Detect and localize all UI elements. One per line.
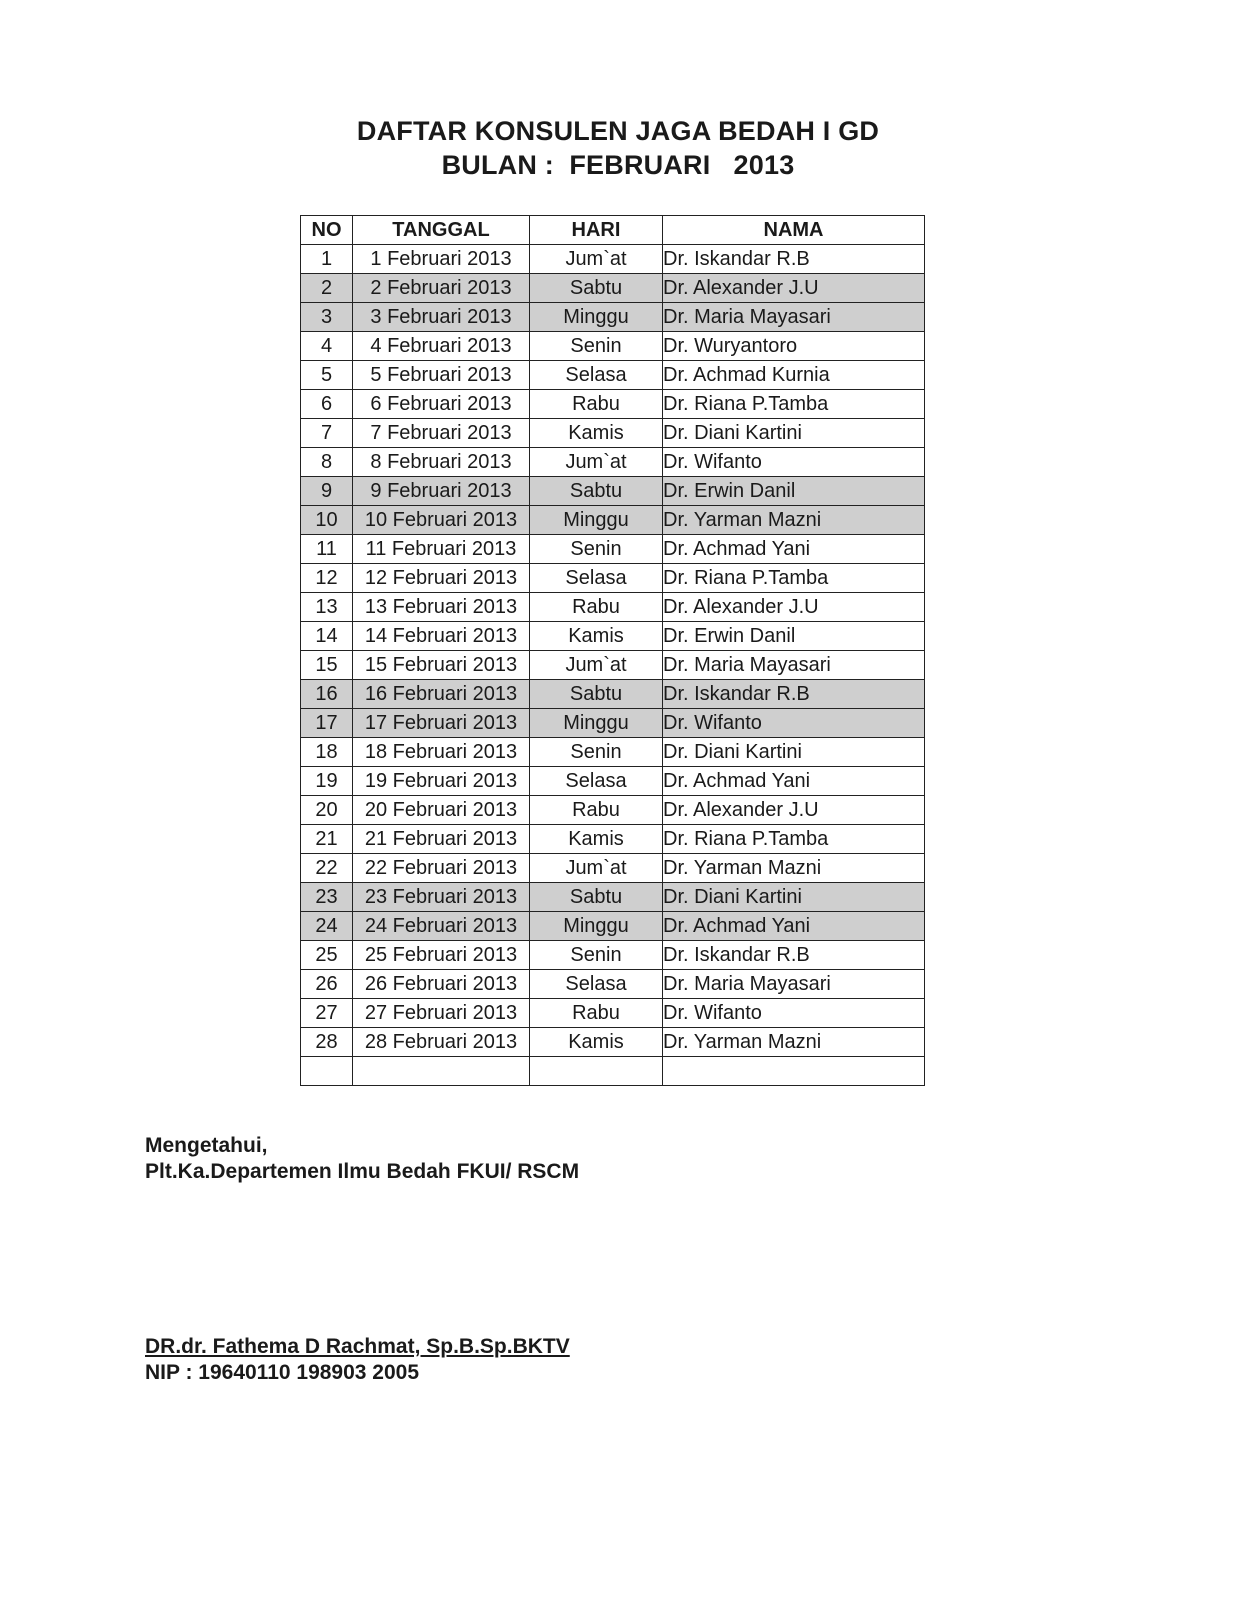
cell-date: 11 Februari 2013 [353,535,530,564]
cell-date: 1 Februari 2013 [353,245,530,274]
cell-no: 17 [301,709,353,738]
cell-date: 22 Februari 2013 [353,854,530,883]
cell-day: Kamis [530,419,663,448]
cell-day: Jum`at [530,651,663,680]
cell-day: Jum`at [530,448,663,477]
table-row [301,738,925,767]
cell-no: 16 [301,680,353,709]
cell-day: Jum`at [530,854,663,883]
cell-no [301,1057,353,1086]
cell-name: Dr. Alexander J.U [663,796,925,825]
acknowledged-label: Mengetahui, [145,1134,268,1157]
cell-no: 15 [301,651,353,680]
cell-name: Dr. Maria Mayasari [663,970,925,999]
header-no: NO [301,216,353,245]
cell-name: Dr. Riana P.Tamba [663,825,925,854]
cell-no: 19 [301,767,353,796]
table-row [301,680,925,709]
cell-date: 15 Februari 2013 [353,651,530,680]
cell-no: 26 [301,970,353,999]
cell-name: Dr. Riana P.Tamba [663,390,925,419]
table-row [301,419,925,448]
header-date: TANGGAL [353,216,530,245]
cell-no: 13 [301,593,353,622]
table-row [301,854,925,883]
cell-date: 23 Februari 2013 [353,883,530,912]
cell-no: 23 [301,883,353,912]
cell-day: Sabtu [530,477,663,506]
cell-day: Minggu [530,709,663,738]
cell-name: Dr. Wuryantoro [663,332,925,361]
cell-date: 7 Februari 2013 [353,419,530,448]
cell-date: 13 Februari 2013 [353,593,530,622]
table-row [301,709,925,738]
table-row [301,1057,925,1086]
table-row [301,593,925,622]
cell-no: 21 [301,825,353,854]
table-row [301,390,925,419]
cell-name: Dr. Achmad Yani [663,767,925,796]
cell-date: 12 Februari 2013 [353,564,530,593]
table-row [301,274,925,303]
table-row [301,883,925,912]
cell-name: Dr. Diani Kartini [663,738,925,767]
header-day: HARI [530,216,663,245]
cell-date: 28 Februari 2013 [353,1028,530,1057]
cell-date: 21 Februari 2013 [353,825,530,854]
cell-no: 25 [301,941,353,970]
cell-name: Dr. Riana P.Tamba [663,564,925,593]
cell-date: 4 Februari 2013 [353,332,530,361]
cell-no: 1 [301,245,353,274]
cell-no: 9 [301,477,353,506]
header-name: NAMA [663,216,925,245]
cell-no: 2 [301,274,353,303]
cell-no: 24 [301,912,353,941]
cell-no: 18 [301,738,353,767]
cell-day: Rabu [530,593,663,622]
cell-date [353,1057,530,1086]
cell-date: 5 Februari 2013 [353,361,530,390]
cell-date: 14 Februari 2013 [353,622,530,651]
cell-no: 6 [301,390,353,419]
cell-date: 24 Februari 2013 [353,912,530,941]
table-row [301,245,925,274]
cell-date: 26 Februari 2013 [353,970,530,999]
cell-date: 8 Februari 2013 [353,448,530,477]
cell-no: 7 [301,419,353,448]
cell-name: Dr. Yarman Mazni [663,1028,925,1057]
cell-no: 8 [301,448,353,477]
cell-day [530,1057,663,1086]
table-row [301,477,925,506]
cell-name: Dr. Erwin Danil [663,622,925,651]
cell-day: Minggu [530,303,663,332]
table-row [301,564,925,593]
cell-name: Dr. Erwin Danil [663,477,925,506]
cell-date: 20 Februari 2013 [353,796,530,825]
cell-no: 28 [301,1028,353,1057]
cell-day: Sabtu [530,274,663,303]
cell-date: 19 Februari 2013 [353,767,530,796]
cell-day: Selasa [530,970,663,999]
cell-day: Minggu [530,506,663,535]
cell-name: Dr. Diani Kartini [663,883,925,912]
cell-date: 17 Februari 2013 [353,709,530,738]
cell-day: Selasa [530,767,663,796]
cell-day: Kamis [530,622,663,651]
cell-date: 6 Februari 2013 [353,390,530,419]
cell-name [663,1057,925,1086]
table-row [301,303,925,332]
cell-name: Dr. Alexander J.U [663,593,925,622]
cell-date: 9 Februari 2013 [353,477,530,506]
signatory-nip: NIP : 19640110 198903 2005 [145,1361,420,1384]
cell-no: 22 [301,854,353,883]
cell-name: Dr. Maria Mayasari [663,303,925,332]
cell-no: 14 [301,622,353,651]
table-row [301,825,925,854]
cell-no: 11 [301,535,353,564]
table-row [301,361,925,390]
cell-no: 5 [301,361,353,390]
cell-date: 2 Februari 2013 [353,274,530,303]
table-row [301,767,925,796]
table-row [301,332,925,361]
cell-date: 27 Februari 2013 [353,999,530,1028]
table-row [301,622,925,651]
document-title: DAFTAR KONSULEN JAGA BEDAH I GD [356,116,880,146]
cell-no: 10 [301,506,353,535]
cell-name: Dr. Yarman Mazni [663,854,925,883]
table-row [301,535,925,564]
cell-no: 3 [301,303,353,332]
table-row [301,1028,925,1057]
cell-date: 3 Februari 2013 [353,303,530,332]
cell-name: Dr. Wifanto [663,709,925,738]
cell-name: Dr. Iskandar R.B [663,245,925,274]
cell-name: Dr. Achmad Yani [663,912,925,941]
cell-date: 10 Februari 2013 [353,506,530,535]
cell-day: Senin [530,332,663,361]
cell-day: Selasa [530,564,663,593]
cell-name: Dr. Wifanto [663,448,925,477]
cell-name: Dr. Yarman Mazni [663,506,925,535]
cell-date: 16 Februari 2013 [353,680,530,709]
document-subtitle: BULAN : FEBRUARI 2013 [441,150,795,180]
cell-name: Dr. Iskandar R.B [663,680,925,709]
cell-day: Kamis [530,825,663,854]
table-row [301,448,925,477]
table-row [301,506,925,535]
table-row [301,796,925,825]
cell-day: Senin [530,738,663,767]
cell-no: 4 [301,332,353,361]
cell-day: Senin [530,535,663,564]
cell-day: Kamis [530,1028,663,1057]
cell-name: Dr. Achmad Kurnia [663,361,925,390]
cell-day: Rabu [530,796,663,825]
cell-day: Selasa [530,361,663,390]
cell-name: Dr. Wifanto [663,999,925,1028]
cell-day: Jum`at [530,245,663,274]
cell-no: 12 [301,564,353,593]
cell-day: Minggu [530,912,663,941]
cell-name: Dr. Diani Kartini [663,419,925,448]
table-row [301,941,925,970]
signatory-position: Plt.Ka.Departemen Ilmu Bedah FKUI/ RSCM [145,1160,580,1183]
duty-roster-table [300,215,925,1086]
cell-day: Rabu [530,390,663,419]
table-body [301,245,925,1086]
cell-no: 20 [301,796,353,825]
table-row [301,912,925,941]
table-row [301,651,925,680]
cell-name: Dr. Maria Mayasari [663,651,925,680]
cell-day: Senin [530,941,663,970]
cell-day: Sabtu [530,883,663,912]
signatory-name: DR.dr. Fathema D Rachmat, Sp.B.Sp.BKTV [145,1335,570,1358]
table-header-row [301,216,925,245]
table-row [301,970,925,999]
cell-name: Dr. Achmad Yani [663,535,925,564]
cell-day: Sabtu [530,680,663,709]
cell-name: Dr. Iskandar R.B [663,941,925,970]
cell-date: 25 Februari 2013 [353,941,530,970]
cell-day: Rabu [530,999,663,1028]
table-row [301,999,925,1028]
cell-date: 18 Februari 2013 [353,738,530,767]
cell-no: 27 [301,999,353,1028]
cell-name: Dr. Alexander J.U [663,274,925,303]
